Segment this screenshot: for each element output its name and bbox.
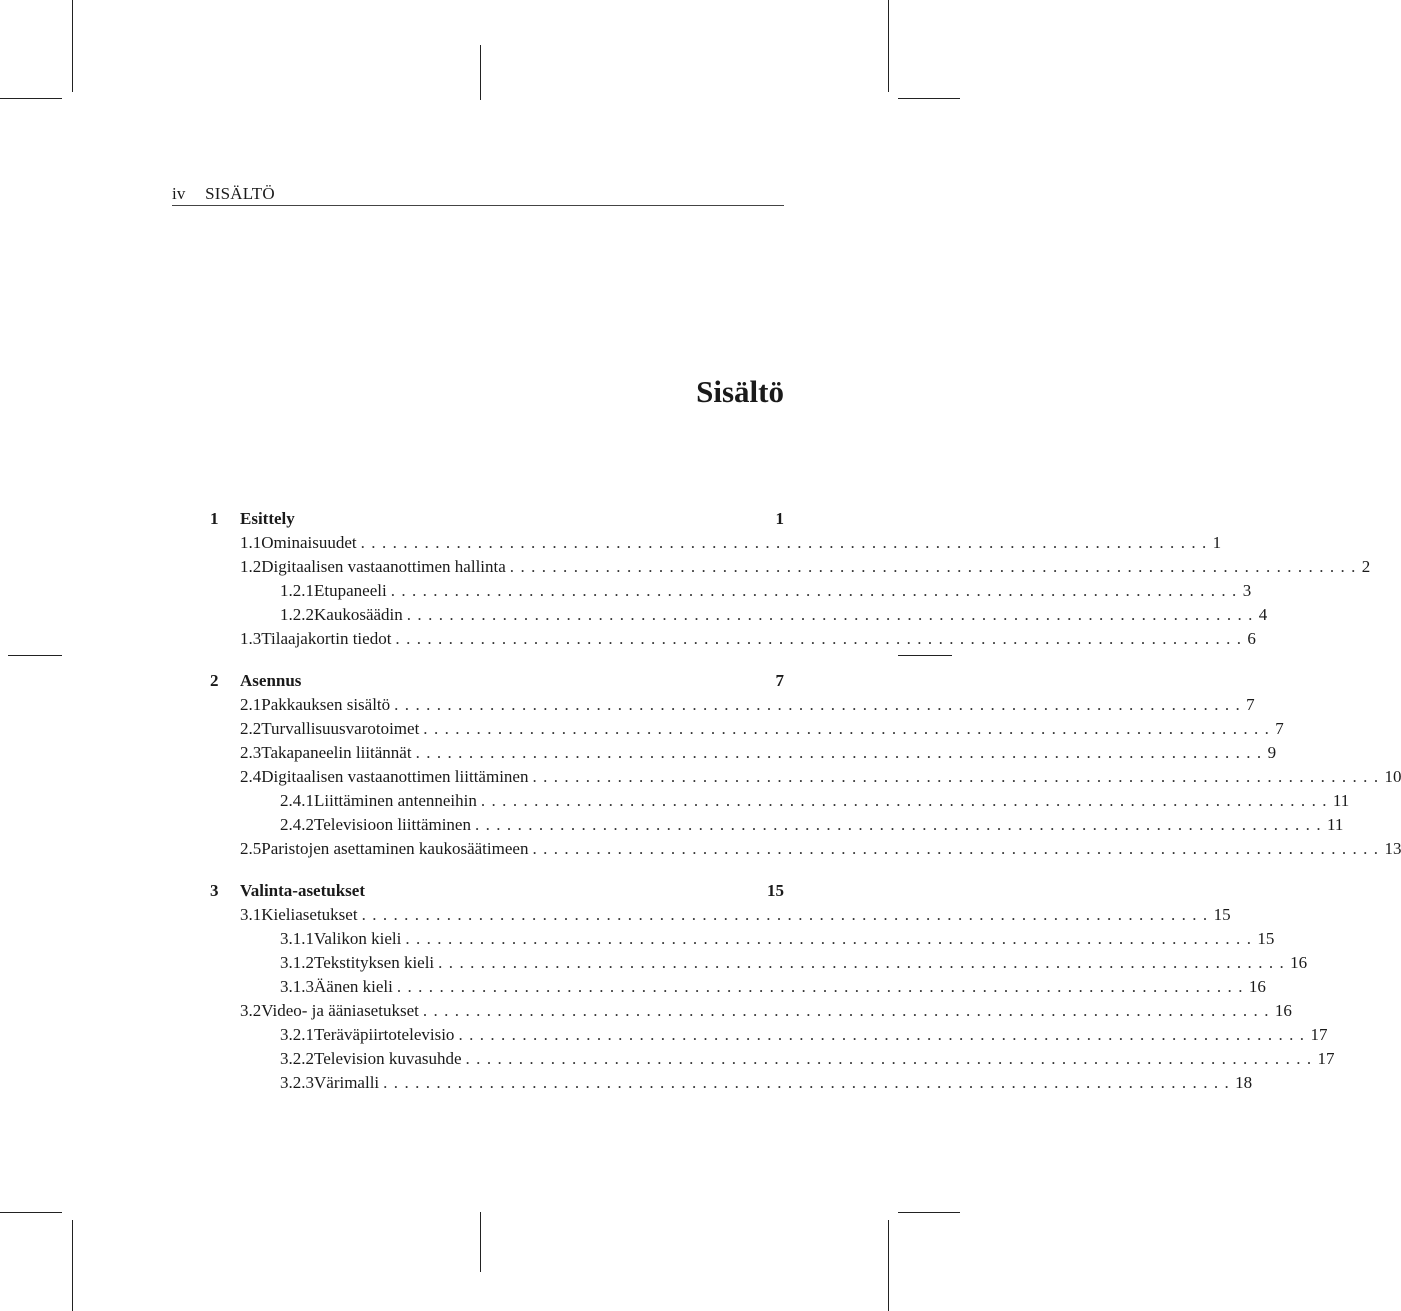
entry-title: Ominaisuudet <box>261 533 357 552</box>
header-rule <box>172 205 784 206</box>
chapter-page-number: 1 <box>775 509 784 528</box>
crop-mark-top-right <box>888 0 889 92</box>
dot-leader: ................................................................................ <box>415 743 1268 762</box>
chapter-page-number: 7 <box>775 671 784 690</box>
entry-page-number: 18 <box>1235 1073 1253 1092</box>
entry-number: 1.2 <box>240 557 262 576</box>
dot-leader: ................................................................................ <box>395 629 1248 648</box>
toc-section[interactable] <box>210 839 1401 863</box>
entry-title: Kieliasetukset <box>261 905 358 924</box>
toc-subsection[interactable] <box>210 1025 1328 1049</box>
entry-page-number: 4 <box>1258 605 1268 624</box>
entry-title: Teräväpiirtotelevisio <box>314 1025 455 1044</box>
header-running-title: SISÄLTÖ <box>205 184 275 203</box>
dot-leader: ................................................................................ <box>360 533 1213 552</box>
dot-leader: ................................................................................ <box>423 719 1276 738</box>
dot-leader: ................................................................................ <box>532 839 1385 858</box>
toc-subsection[interactable] <box>210 605 1268 629</box>
page-title: Sisältö <box>696 374 784 409</box>
entry-number: 2.5 <box>240 839 262 858</box>
entry-title: Takapaneelin liitännät <box>261 743 412 762</box>
entry-title: Televisioon liittäminen <box>314 815 471 834</box>
dot-leader: ................................................................................ <box>532 767 1385 786</box>
entry-number: 2.4 <box>240 767 262 786</box>
toc-section[interactable] <box>210 719 1284 743</box>
entry-title: Liittäminen antenneihin <box>314 791 477 810</box>
entry-number: 2.4.1 <box>280 791 314 810</box>
dot-leader: ................................................................................ <box>406 605 1259 624</box>
toc-subsection[interactable] <box>210 1073 1253 1097</box>
entry-page-number: 3 <box>1242 581 1252 600</box>
entry-page-number: 7 <box>1275 719 1284 738</box>
entry-number: 2.2 <box>240 719 262 738</box>
crop-mark-mid-left <box>8 655 62 656</box>
dot-leader: ................................................................................ <box>361 905 1214 924</box>
entry-number: 1.3 <box>240 629 262 648</box>
entry-number: 1.1 <box>240 533 262 552</box>
entry-title: Video- ja ääniasetukset <box>261 1001 419 1020</box>
entry-title: Äänen kieli <box>314 977 393 996</box>
toc-chapter-1[interactable] <box>210 509 784 533</box>
entry-page-number: 2 <box>1361 557 1371 576</box>
dot-leader: ................................................................................ <box>390 581 1243 600</box>
entry-page-number: 13 <box>1384 839 1401 858</box>
dot-leader: ................................................................................ <box>396 977 1249 996</box>
entry-page-number: 7 <box>1246 695 1255 714</box>
entry-number: 3.1.3 <box>280 977 314 996</box>
toc-chapter-2[interactable] <box>210 671 784 695</box>
entry-title: Digitaalisen vastaanottimen hallinta <box>261 557 506 576</box>
entry-page-number: 16 <box>1274 1001 1292 1020</box>
crop-mark-top-left-h <box>0 98 62 99</box>
entry-title: Pakkauksen sisältö <box>261 695 391 714</box>
running-header <box>172 184 275 204</box>
dot-leader: ................................................................................ <box>394 695 1247 714</box>
crop-mark-bottom-right <box>888 1220 889 1311</box>
toc-section[interactable] <box>210 767 1401 791</box>
dot-leader: ................................................................................ <box>465 1049 1318 1068</box>
entry-title: Tekstityksen kieli <box>314 953 435 972</box>
entry-title: Valikon kieli <box>314 929 402 948</box>
entry-title: Tilaajakortin tiedot <box>261 629 392 648</box>
entry-number: 2.1 <box>240 695 262 714</box>
chapter-title: Asennus <box>240 671 302 690</box>
entry-page-number: 1 <box>1212 533 1222 552</box>
crop-mark-top-center <box>480 45 481 100</box>
entry-title: Television kuvasuhde <box>314 1049 462 1068</box>
toc-section[interactable] <box>210 905 1231 929</box>
entry-number: 1.2.2 <box>280 605 314 624</box>
chapter-title: Esittely <box>240 509 295 528</box>
entry-title: Etupaneeli <box>314 581 387 600</box>
entry-title: Värimalli <box>314 1073 380 1092</box>
entry-page-number: 17 <box>1310 1025 1328 1044</box>
entry-number: 2.3 <box>240 743 262 762</box>
chapter-number: 1 <box>210 509 219 528</box>
toc-subsection[interactable] <box>210 815 1344 839</box>
dot-leader: ................................................................................ <box>422 1001 1275 1020</box>
entry-number: 3.2.3 <box>280 1073 314 1092</box>
dot-leader: ................................................................................ <box>438 953 1291 972</box>
crop-mark-bottom-left-h <box>0 1212 62 1213</box>
entry-number: 3.2 <box>240 1001 262 1020</box>
entry-number: 2.4.2 <box>280 815 314 834</box>
toc-section[interactable] <box>210 629 1256 653</box>
entry-title: Turvallisuusvarotoimet <box>261 719 420 738</box>
chapter-gap <box>210 863 784 881</box>
toc-subsection[interactable] <box>210 953 1308 977</box>
toc-section[interactable] <box>210 533 1222 557</box>
toc-section[interactable] <box>210 695 1255 719</box>
entry-number: 3.2.1 <box>280 1025 314 1044</box>
entry-page-number: 17 <box>1317 1049 1335 1068</box>
dot-leader: ................................................................................ <box>474 815 1327 834</box>
toc-section[interactable] <box>210 1001 1292 1025</box>
toc-section[interactable] <box>210 743 1277 767</box>
dot-leader: ................................................................................ <box>509 557 1362 576</box>
entry-page-number: 11 <box>1326 815 1344 834</box>
chapter-page-number: 15 <box>767 881 784 900</box>
crop-mark-bottom-left <box>72 1220 73 1311</box>
crop-mark-top-right-h <box>898 98 960 99</box>
dot-leader: ................................................................................ <box>480 791 1333 810</box>
entry-title: Digitaalisen vastaanottimen liittäminen <box>261 767 529 786</box>
dot-leader: ................................................................................ <box>405 929 1258 948</box>
toc-subsection[interactable] <box>210 929 1275 953</box>
chapter-gap <box>210 653 784 671</box>
dot-leader: ................................................................................ <box>383 1073 1236 1092</box>
toc-subsection[interactable] <box>210 581 1252 605</box>
entry-page-number: 9 <box>1267 743 1277 762</box>
entry-page-number: 15 <box>1213 905 1231 924</box>
crop-mark-top-left <box>72 0 73 92</box>
header-page-number: iv <box>172 184 186 203</box>
chapter-number: 2 <box>210 671 219 690</box>
crop-mark-bottom-right-h <box>898 1212 960 1213</box>
chapter-title: Valinta-asetukset <box>240 881 365 900</box>
toc-section[interactable] <box>210 557 1371 581</box>
entry-number: 3.1 <box>240 905 262 924</box>
entry-page-number: 15 <box>1257 929 1275 948</box>
entry-number: 3.2.2 <box>280 1049 314 1068</box>
toc-subsection[interactable] <box>210 977 1266 1001</box>
entry-page-number: 11 <box>1332 791 1350 810</box>
entry-page-number: 6 <box>1247 629 1256 648</box>
table-of-contents <box>210 509 1401 1097</box>
entry-title: Kaukosäädin <box>314 605 403 624</box>
crop-mark-bottom-center <box>480 1212 481 1272</box>
dot-leader: ................................................................................ <box>458 1025 1311 1044</box>
toc-subsection[interactable] <box>210 1049 1335 1073</box>
entry-page-number: 16 <box>1248 977 1266 996</box>
entry-page-number: 10 <box>1384 767 1401 786</box>
entry-title: Paristojen asettaminen kaukosäätimeen <box>261 839 529 858</box>
chapter-number: 3 <box>210 881 219 900</box>
entry-page-number: 16 <box>1290 953 1308 972</box>
toc-subsection[interactable] <box>210 791 1350 815</box>
entry-number: 3.1.2 <box>280 953 314 972</box>
crop-mark-mid-right <box>898 655 952 656</box>
entry-number: 1.2.1 <box>280 581 314 600</box>
entry-number: 3.1.1 <box>280 929 314 948</box>
toc-chapter-3[interactable] <box>210 881 784 905</box>
